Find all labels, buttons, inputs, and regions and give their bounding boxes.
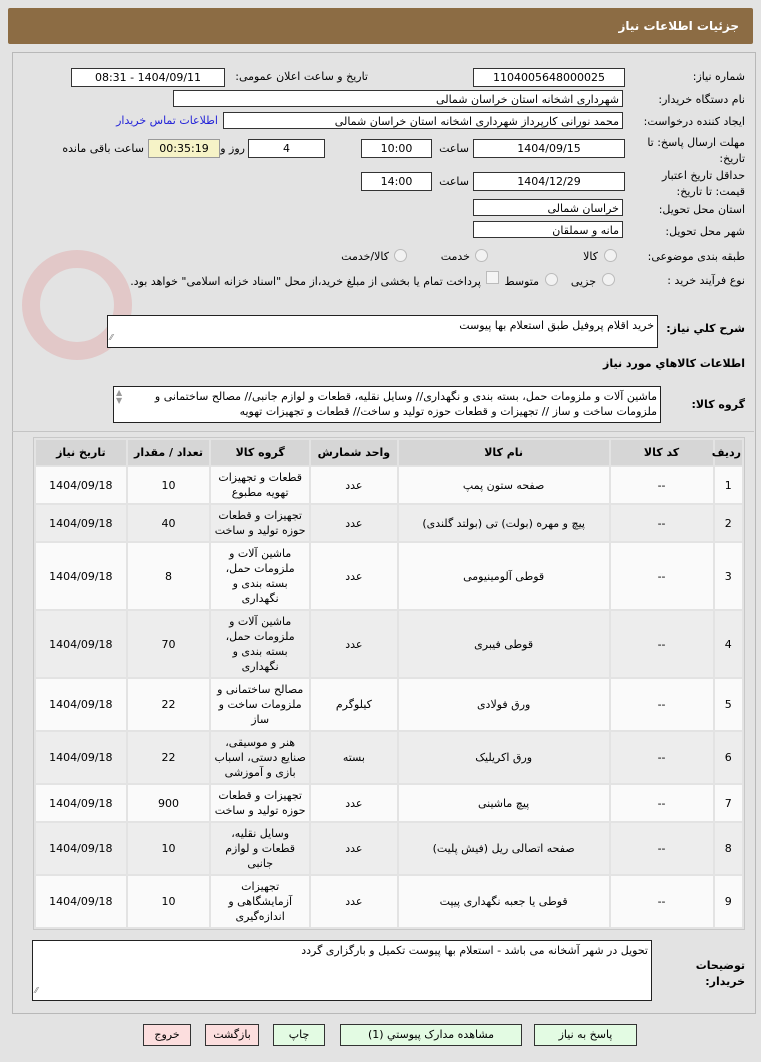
cell-quantity: 900 — [128, 785, 210, 821]
cell-item-name: پیچ ماشینی — [399, 785, 609, 821]
cell-item-group: قطعات و تجهیزات تهویه مطبوع — [211, 467, 309, 503]
cell-need-date: 1404/09/18 — [36, 543, 126, 609]
description-label: شرح کلي نياز: — [666, 322, 745, 335]
treasury-payment-note: پرداخت تمام یا بخشی از مبلغ خرید،از محل "اسناد خزانه اسلامی" خواهد بود. — [130, 275, 481, 288]
buyer-notes-label: توضیحات خریدار: — [695, 959, 745, 988]
announce-label: تاریخ و ساعت اعلان عمومی: — [235, 70, 368, 83]
cell-need-date: 1404/09/18 — [36, 732, 126, 783]
cell-row-number: 5 — [715, 679, 743, 730]
buyer-notes-row — [33, 940, 745, 1004]
reply-date-field[interactable]: 1404/09/15 — [473, 139, 625, 158]
cell-item-group: تجهیزات و قطعات حوزه تولید و ساخت — [211, 785, 309, 821]
cell-row-number: 7 — [715, 785, 743, 821]
page-title: جزئیات اطلاعات نیاز — [618, 19, 739, 33]
cell-row-number: 1 — [715, 467, 743, 503]
cell-row-number: 8 — [715, 823, 743, 874]
cell-item-code: -- — [611, 467, 713, 503]
reply-time-field[interactable]: 10:00 — [361, 139, 432, 158]
cell-row-number: 2 — [715, 505, 743, 541]
cell-item-name: صفحه ستون پمپ — [399, 467, 609, 503]
validity-label-2: قیمت: تا تاریخ: — [676, 185, 745, 198]
page-header — [8, 8, 753, 44]
goods-group-label: گروه کالا: — [691, 398, 745, 411]
cell-item-name: قوطی یا جعبه نگهداری پیپت — [399, 876, 609, 927]
cell-item-code: -- — [611, 732, 713, 783]
province-field[interactable]: خراسان شمالی — [473, 199, 623, 216]
need-number-field[interactable]: 1104005648000025 — [473, 68, 625, 87]
cell-unit: عدد — [311, 785, 397, 821]
cell-unit: بسته — [311, 732, 397, 783]
category-option-both: کالا/خدمت — [341, 250, 389, 263]
cell-unit: عدد — [311, 611, 397, 677]
cell-unit: عدد — [311, 467, 397, 503]
process-radio-minor[interactable] — [602, 273, 615, 286]
treasury-payment-checkbox[interactable] — [486, 271, 499, 284]
cell-item-group: ماشین آلات و ملزومات حمل، بسته بندی و نگهداری — [211, 611, 309, 677]
back-button[interactable]: بازگشت — [205, 1024, 259, 1046]
buyer-org-field[interactable]: شهرداری اشخانه استان خراسان شمالی — [173, 90, 623, 107]
cell-row-number: 3 — [715, 543, 743, 609]
scroll-arrows-icon[interactable]: ▲ ▼ — [116, 388, 123, 405]
process-option-minor: جزیی — [570, 275, 596, 288]
view-attachments-button[interactable]: مشاهده مدارک پیوستي (1) — [340, 1024, 522, 1046]
buyer-contact-link[interactable]: اطلاعات تماس خریدار — [116, 114, 218, 127]
cell-item-name: صفحه اتصالی ریل (فیش پلیت) — [399, 823, 609, 874]
reply-time-label: ساعت — [439, 142, 469, 155]
cell-unit: عدد — [311, 876, 397, 927]
goods-group-textarea[interactable] — [113, 386, 661, 423]
validity-time-label: ساعت — [439, 175, 469, 188]
cell-need-date: 1404/09/18 — [36, 467, 126, 503]
cell-item-group: ماشین آلات و ملزومات حمل، بسته بندی و نگهداری — [211, 543, 309, 609]
creator-label: ایجاد کننده درخواست: — [643, 115, 745, 128]
table-row — [36, 732, 742, 783]
table-row — [36, 679, 742, 730]
cell-item-name: ورق اکریلیک — [399, 732, 609, 783]
cell-item-code: -- — [611, 543, 713, 609]
cell-unit: کیلوگرم — [311, 679, 397, 730]
action-buttons — [33, 1024, 745, 1046]
process-radio-medium[interactable] — [545, 273, 558, 286]
buyer-org-label: نام دستگاه خریدار: — [658, 93, 745, 106]
lower-section — [33, 437, 745, 1046]
cell-item-group: هنر و موسیقی، صنایع دستی، اسباب بازی و آموزشی — [211, 732, 309, 783]
cell-item-group: تجهیزات آزمایشگاهی و اندازه‌گیری — [211, 876, 309, 927]
exit-button[interactable]: خروج — [143, 1024, 191, 1046]
creator-field[interactable]: محمد نورانی کارپرداز شهرداری اشخانه استان خراسان شمالی — [223, 112, 623, 129]
table-row — [36, 876, 742, 927]
cell-item-code: -- — [611, 611, 713, 677]
cell-item-code: -- — [611, 876, 713, 927]
process-label: نوع فرآیند خرید : — [667, 274, 745, 287]
announce-datetime-field[interactable]: 1404/09/11 - 08:31 — [71, 68, 225, 87]
cell-item-group: تجهیزات و قطعات حوزه تولید و ساخت — [211, 505, 309, 541]
category-option-service: خدمت — [440, 250, 470, 263]
cell-item-group: وسایل نقلیه، قطعات و لوازم جانبی — [211, 823, 309, 874]
cell-need-date: 1404/09/18 — [36, 611, 126, 677]
cell-quantity: 22 — [128, 679, 210, 730]
province-label: استان محل تحویل: — [658, 203, 745, 216]
cell-quantity: 10 — [128, 467, 210, 503]
cell-row-number: 6 — [715, 732, 743, 783]
col-row-number: ردیف — [715, 440, 743, 465]
table-row — [36, 785, 742, 821]
category-radio-both[interactable] — [394, 249, 407, 262]
cell-need-date: 1404/09/18 — [36, 785, 126, 821]
col-need-date: تاریخ نیاز — [36, 440, 126, 465]
cell-row-number: 4 — [715, 611, 743, 677]
table-row — [36, 611, 742, 677]
col-item-group: گروه کالا — [211, 440, 309, 465]
validity-date-field[interactable]: 1404/12/29 — [473, 172, 625, 191]
category-option-goods: کالا — [583, 250, 598, 263]
cell-unit: عدد — [311, 505, 397, 541]
cell-item-code: -- — [611, 505, 713, 541]
cell-item-group: مصالح ساختمانی و ملزومات ساخت و ساز — [211, 679, 309, 730]
buyer-notes-text: تحویل در شهر آشخانه می باشد - استعلام بها پیوست تکمیل و بارگزاری گردد — [301, 944, 648, 957]
divider — [12, 431, 754, 432]
table-row — [36, 505, 742, 541]
cell-row-number: 9 — [715, 876, 743, 927]
validity-time-field[interactable]: 14:00 — [361, 172, 432, 191]
days-label: روز و — [220, 142, 245, 155]
cell-quantity: 70 — [128, 611, 210, 677]
category-radio-service[interactable] — [475, 249, 488, 262]
cell-quantity: 8 — [128, 543, 210, 609]
cell-item-code: -- — [611, 785, 713, 821]
cell-quantity: 10 — [128, 823, 210, 874]
buyer-notes-textarea[interactable] — [32, 940, 652, 1001]
cell-need-date: 1404/09/18 — [36, 876, 126, 927]
table-row — [36, 543, 742, 609]
days-remaining-field[interactable]: 4 — [248, 139, 325, 158]
description-text: خرید اقلام پروفیل طبق استعلام بها پیوست — [459, 319, 654, 332]
resize-grip-icon[interactable]: ⁄⁄ — [35, 986, 38, 995]
description-textarea[interactable] — [107, 315, 658, 348]
city-label: شهر محل تحویل: — [665, 225, 745, 238]
col-item-code: کد کالا — [611, 440, 713, 465]
city-field[interactable]: مانه و سملقان — [473, 221, 623, 238]
table-row — [36, 823, 742, 874]
cell-need-date: 1404/09/18 — [36, 679, 126, 730]
items-table — [33, 437, 745, 930]
cell-need-date: 1404/09/18 — [36, 823, 126, 874]
cell-unit: عدد — [311, 823, 397, 874]
process-option-medium: متوسط — [504, 275, 539, 288]
need-number-label: شماره نیاز: — [692, 70, 745, 83]
print-button[interactable]: چاپ — [273, 1024, 325, 1046]
cell-quantity: 40 — [128, 505, 210, 541]
cell-need-date: 1404/09/18 — [36, 505, 126, 541]
table-row — [36, 467, 742, 503]
cell-quantity: 22 — [128, 732, 210, 783]
table-header-row — [36, 440, 742, 465]
reply-deadline-label-2: تاریخ: — [719, 152, 745, 165]
category-radio-goods[interactable] — [604, 249, 617, 262]
cell-item-name: پیچ و مهره (بولت) تی (بولتد گلندی) — [399, 505, 609, 541]
reply-button[interactable]: پاسخ به نیاز — [534, 1024, 637, 1046]
goods-group-text: ماشین آلات و ملزومات حمل، بسته بندی و نگهداری// وسایل نقلیه، قطعات و لوازم جانبی// مصالح ساختمانی و ملزومات ساخت و ساز // تجهیزات و قطعات حوزه تولید و ساخت// قطعات و تجهیزات تهویه — [154, 390, 657, 418]
validity-label: حداقل تاریخ اعتبار — [661, 169, 745, 182]
remaining-label: ساعت باقی مانده — [62, 142, 144, 155]
col-quantity: تعداد / مقدار — [128, 440, 210, 465]
col-unit: واحد شمارش — [311, 440, 397, 465]
reply-deadline-label: مهلت ارسال پاسخ: تا — [647, 136, 745, 149]
col-item-name: نام کالا — [399, 440, 609, 465]
cell-item-name: قوطی فیبری — [399, 611, 609, 677]
cell-item-name: قوطی آلومینیومی — [399, 543, 609, 609]
goods-info-heading: اطلاعات کالاهاي مورد نياز — [603, 357, 745, 370]
cell-item-name: ورق فولادی — [399, 679, 609, 730]
cell-item-code: -- — [611, 679, 713, 730]
category-label: طبقه بندی موضوعی: — [647, 250, 745, 263]
resize-grip-icon[interactable]: ⁄⁄ — [110, 333, 113, 342]
cell-unit: عدد — [311, 543, 397, 609]
remaining-timer: 00:35:19 — [148, 139, 220, 158]
cell-quantity: 10 — [128, 876, 210, 927]
cell-item-code: -- — [611, 823, 713, 874]
